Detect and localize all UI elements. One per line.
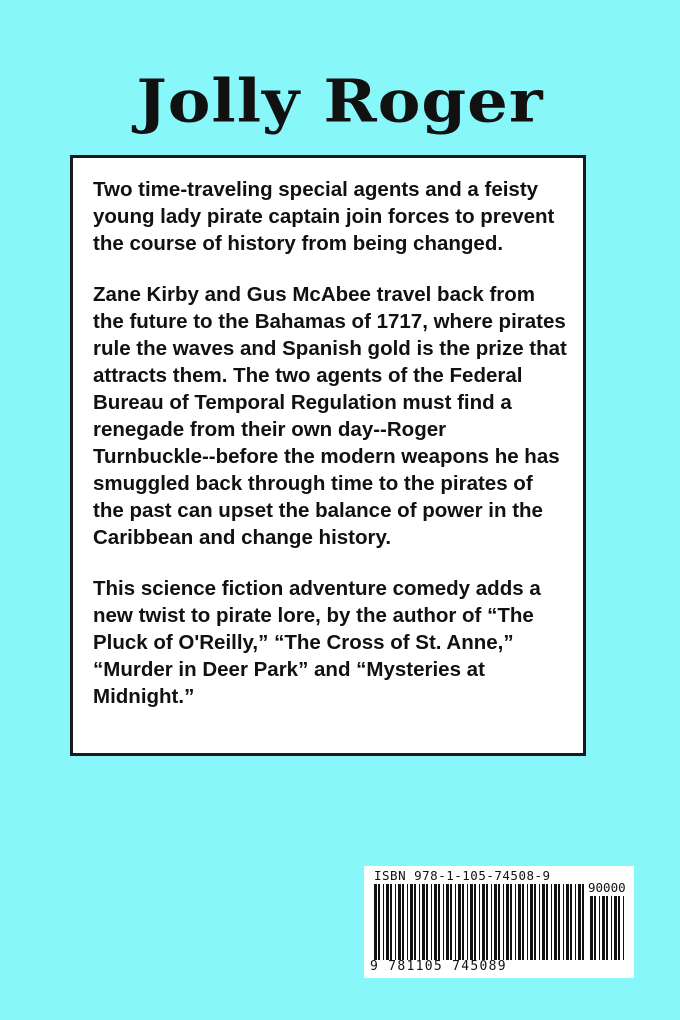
addon-bar-1 [594, 896, 596, 960]
addon-bar-3 [602, 896, 605, 960]
addon-bar-5 [611, 896, 612, 960]
blurb-paragraph-1: Two time-traveling special agents and a feisty young lady pirate captain join forces to prevent the course of history from being changed. [93, 178, 555, 255]
addon-bar-7 [618, 896, 620, 960]
blurb-box [70, 155, 586, 756]
addon-bar-8 [623, 896, 624, 960]
blurb-paragraph-2: Zane Kirby and Gus McAbee travel back from the future to the Bahamas of 1717, where pirates rule the waves and Spanish gold is the prize that attracts them. The two agents of the Federal Bureau of Temporal Regulation must find a renegade from their own day--Roger Turnbuckle--before the modern weapons he has smuggled back through time to the pirates of the past can upset the balance of power in the Caribbean and change history. [93, 283, 567, 549]
barcode-box [364, 866, 634, 978]
blurb-paragraph-3: This science fiction adventure comedy adds a new twist to pirate lore, by the author of “The Pluck of O'Reilly,” “The Cross of St. Anne,” “Murder in Deer Park” and “Mysteries at Midnight.” [93, 577, 541, 708]
addon-bar-0 [590, 896, 593, 960]
addon-bar-6 [614, 896, 617, 960]
price-code: 90000 [588, 880, 626, 895]
barcode-digits: 9 781105 745089 [370, 959, 507, 974]
addon-bar-4 [606, 896, 608, 960]
book-title: Jolly Roger [136, 67, 544, 137]
isbn-label: ISBN 978-1-105-74508-9 [374, 868, 551, 883]
addon-bar-2 [599, 896, 600, 960]
